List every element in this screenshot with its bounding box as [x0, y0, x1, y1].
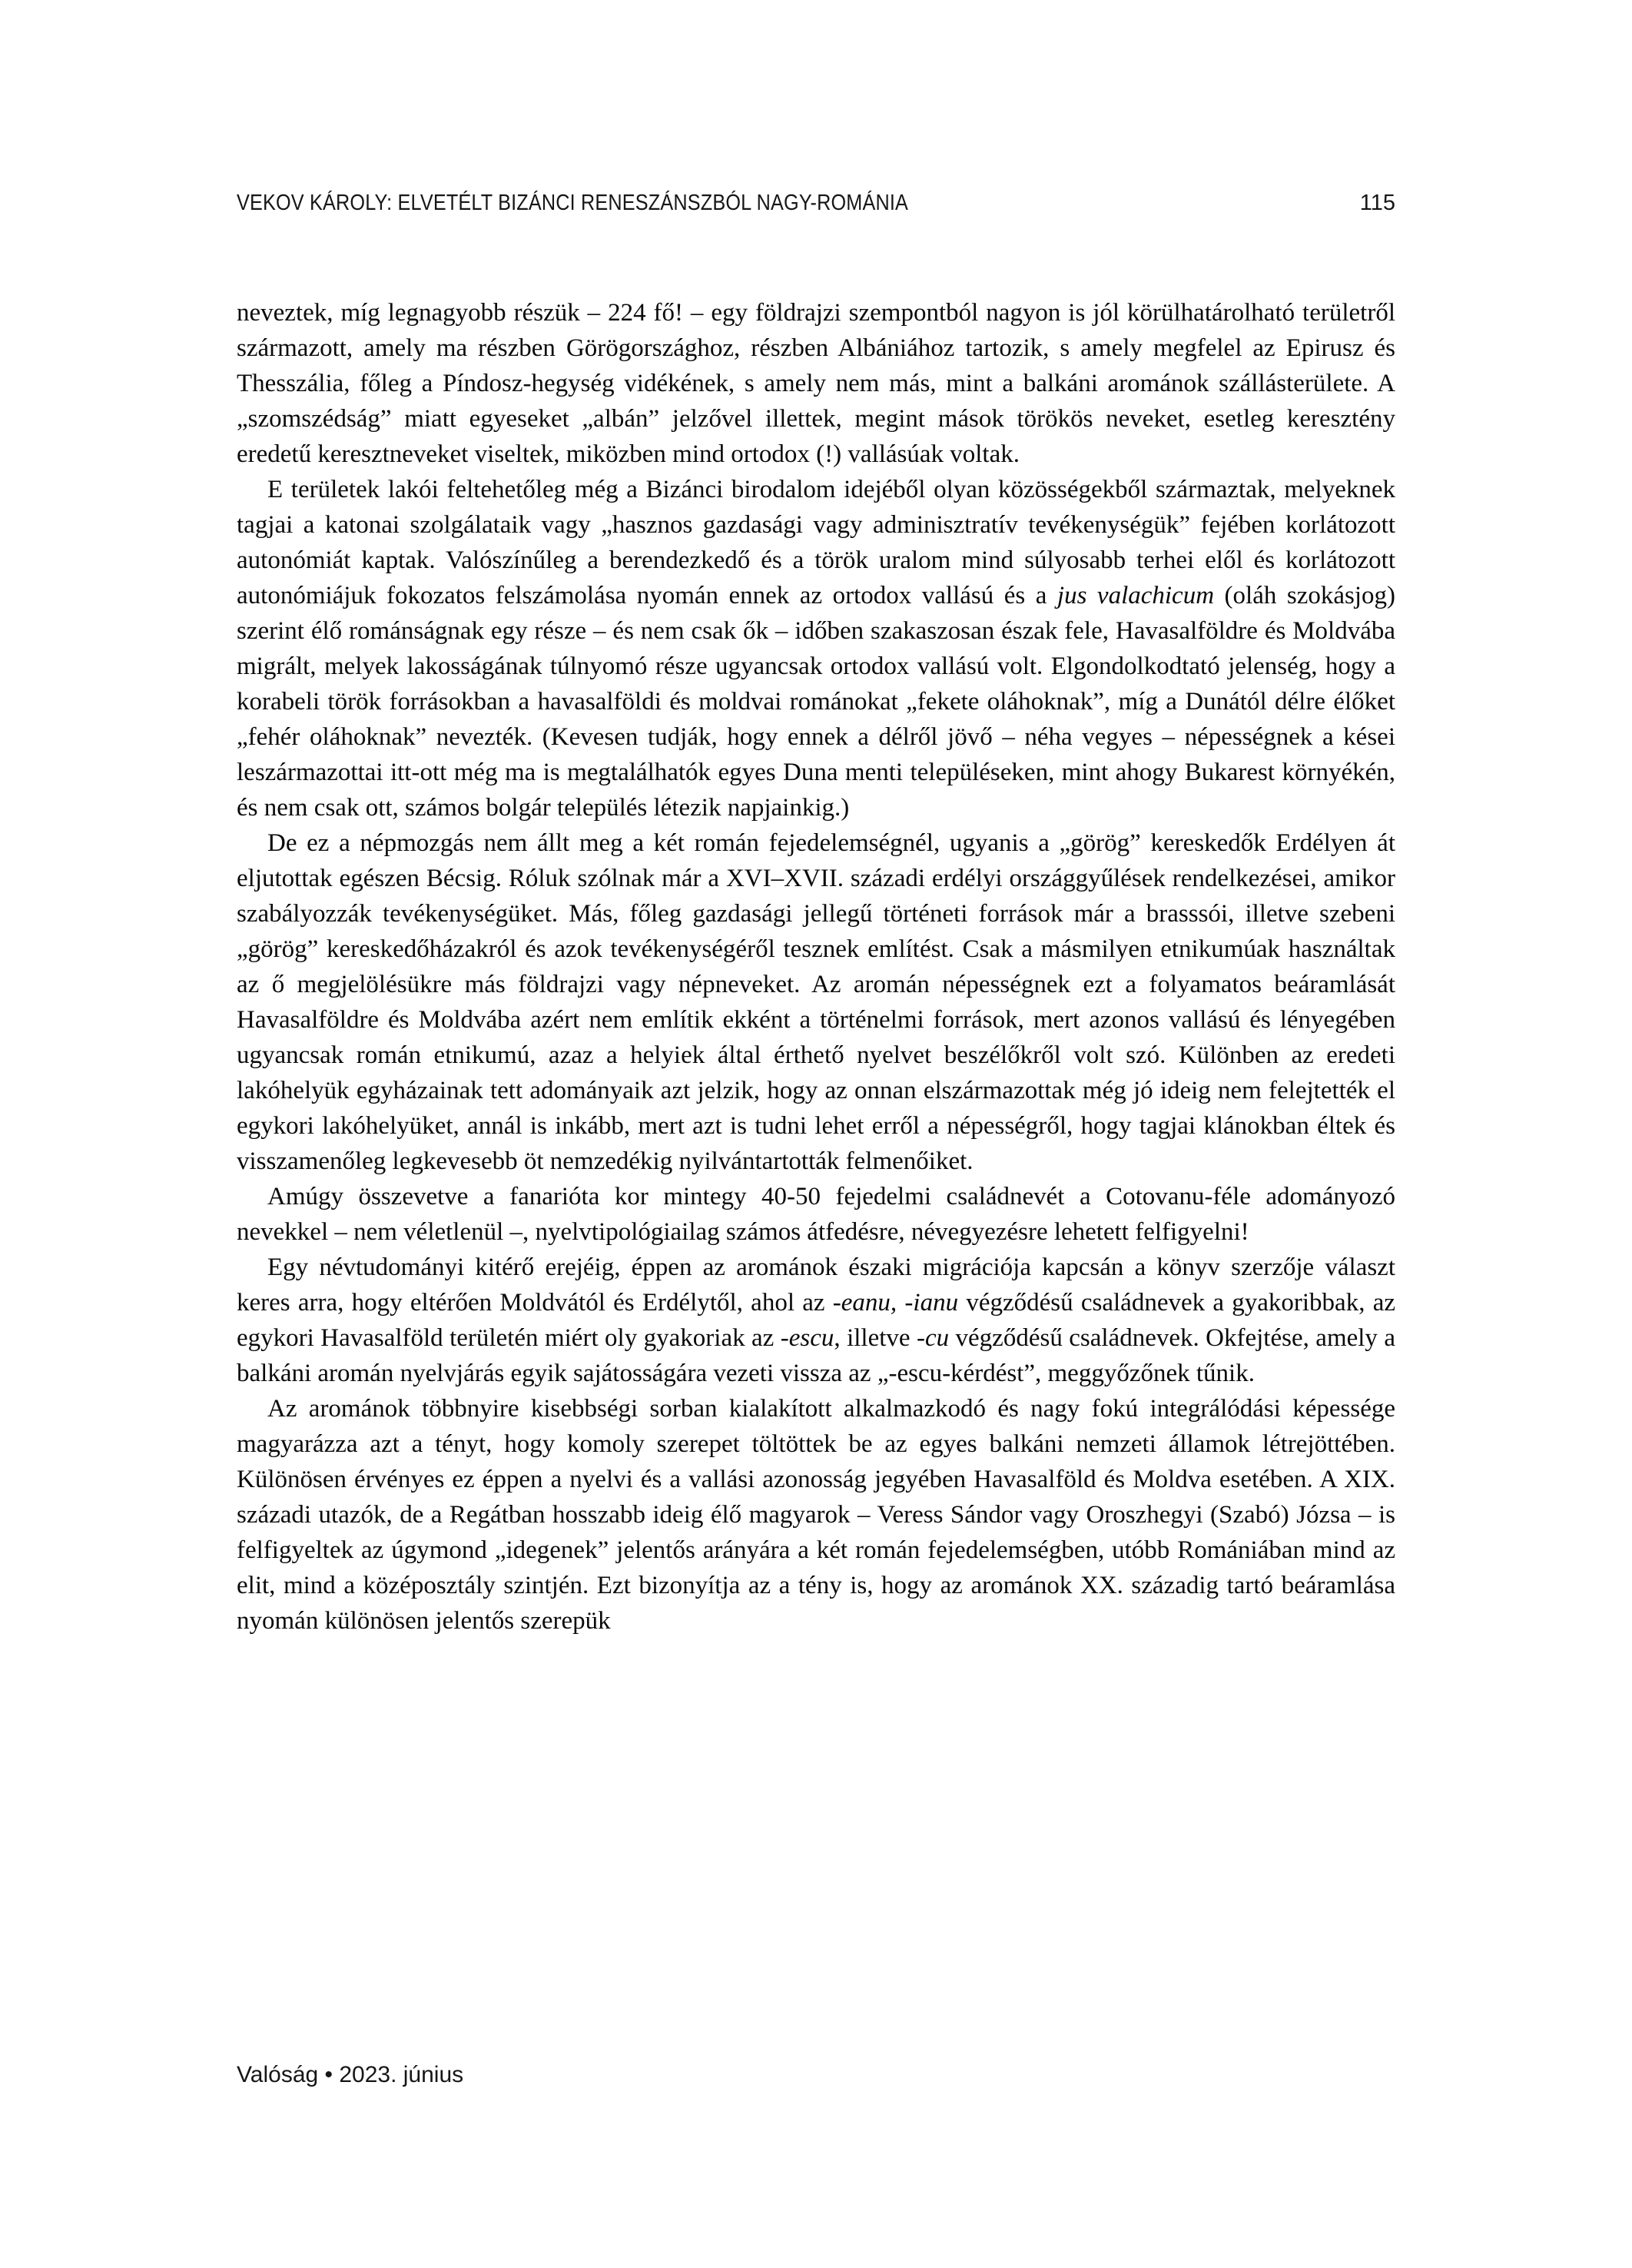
italic-run: -cu [916, 1324, 950, 1352]
paragraph [237, 1179, 1395, 1250]
paragraph [237, 1250, 1395, 1391]
footer-journal-line: Valóság • 2023. június [237, 2062, 464, 2087]
page-number: 115 [1359, 191, 1395, 215]
text-run: végződésű családnevek a gyakoribbak, az egykori Havasalföld területén miért oly gyakoriak az [237, 1289, 1395, 1352]
page-header [237, 189, 1395, 217]
text-run: E területek lakói feltehetőleg még a Bizánci birodalom idejéből olyan közösségekből származtak, melyeknek tagjai a katonai szolgálataik vagy „hasznos gazdasági vagy adminisztratív tevékenységük” fejében korlátozott autonómiát kaptak. Valószínűleg a berendezkedő és a török uralom mind súlyosabb terhei elől és korlátozott autonómiájuk fokozatos felszámolása nyomán ennek az ortodox vallású és a [237, 476, 1395, 609]
paragraph [237, 472, 1395, 825]
text-run: , illetve [834, 1324, 917, 1352]
text-run [897, 1289, 904, 1317]
paragraph [237, 825, 1395, 1179]
italic-run: -eanu, [832, 1289, 897, 1317]
paragraph [237, 295, 1395, 472]
page-footer [237, 2061, 463, 2089]
italic-run: jus valachicum [1056, 582, 1215, 609]
italic-run: -ianu [904, 1289, 959, 1317]
italic-run: -escu [780, 1324, 834, 1352]
text-run: Egy névtudományi kitérő erejéig, éppen az arománok északi migrációja kapcsán a könyv szerzője választ keres arra, hogy eltérően Moldvától és Erdélytől, ahol az [237, 1254, 1395, 1317]
text-run: végződésű családnevek. Okfejtése, amely a balkáni aromán nyelvjárás egyik sajátosságára vezeti vissza az „-escu-kérdést”, meggyőzőnek tűnik. [237, 1324, 1395, 1387]
text-run: neveztek, míg legnagyobb részük – 224 fő! – egy földrajzi szempontból nagyon is jól körülhatárolható területről származott, amely ma részben Görögországhoz, részben Albániához tartozik, s amely megfelel az Epirusz és Thesszália, főleg a Píndosz-hegység vidékének, s amely nem más, mint a balkáni arománok szállásterülete. A „szomszédság” miatt egyeseket „albán” jelzővel illettek, megint mások törökös neveket, esetleg keresztény eredetű keresztneveket viseltek, miközben mind ortodox (!) vallásúak voltak. [237, 299, 1395, 468]
text-run: Az arománok többnyire kisebbségi sorban kialakított alkalmazkodó és nagy fokú integrálódási képessége magyarázza azt a tényt, hogy komoly szerepet töltöttek be az egyes balkáni nemzeti államok létrejöttében. Különösen érvényes ez éppen a nyelvi és a vallási azonosság jegyében Havasalföld és Moldva esetében. A XIX. századi utazók, de a Regátban hosszabb ideig élő magyarok – Veress Sándor vagy Oroszhegyi (Szabó) Józsa – is felfigyeltek az úgymond „idegenek” jelentős arányára a két román fejedelemségben, utóbb Romániában mind az elit, mind a középosztály szintjén. Ezt bizonyítja az a tény is, hogy az arománok XX. századig tartó beáramlása nyomán különösen jelentős szerepük [237, 1395, 1395, 1635]
text-run: De ez a népmozgás nem állt meg a két román fejedelemségnél, ugyanis a „görög” kereskedők Erdélyen át eljutottak egészen Bécsig. Róluk szólnak már a XVI–XVII. századi erdélyi országgyűlések rendelkezései, amikor szabályozzák tevékenységüket. Más, főleg gazdasági jellegű történeti források már a brasssói, illetve szebeni „görög” kereskedőházakról és azok tevékenységéről tesznek említést. Csak a másmilyen etnikumúak használtak az ő megjelölésükre más földrajzi vagy népneveket. Az aromán népességnek ezt a folyamatos beáramlását Havasalföldre és Moldvába azért nem említik ekként a történelmi források, mert azonos vallású és lényegében ugyancsak román etnikumú, azaz a helyiek által érthető nyelvet beszélőkről volt szó. Különben az eredeti lakóhelyük egyházainak tett adományaik azt jelzik, hogy az onnan elszármazottak még jó ideig nem felejtették el egykori lakóhelyüket, annál is inkább, mert azt is tudni lehet erről a népességről, hogy tagjai klánokban éltek és visszamenőleg legkevesebb öt nemzedékig nyilvántartották felmenőiket. [237, 829, 1395, 1175]
text-run: Amúgy összevetve a fanarióta kor mintegy 40-50 fejedelmi családnevét a Cotovanu-féle adományozó nevekkel – nem véletlenül –, nyelvtipológiailag számos átfedésre, névegyezésre lehetett felfigyelni! [237, 1183, 1395, 1246]
running-title: VEKOV KÁROLY: ELVETÉLT BIZÁNCI RENESZÁNSZBÓL NAGY-ROMÁNIA [237, 191, 909, 215]
body-text [237, 295, 1395, 1639]
paragraph [237, 1391, 1395, 1639]
text-run: (oláh szokásjog) szerint élő románságnak egy része – és nem csak ők – időben szakaszosan észak fele, Havasalföldre és Moldvába migrált, melyek lakosságának túlnyomó része ugyancsak ortodox vallású volt. Elgondolkodtató jelenség, hogy a korabeli török forrásokban a havasalföldi és moldvai románokat „fekete oláhoknak”, míg a Dunától délre élőket „fehér oláhoknak” nevezték. (Kevesen tudják, hogy ennek a délről jövő – néha vegyes – népességnek a kései leszármazottai itt-ott még ma is megtalálhatók egyes Duna menti településeken, mint ahogy Bukarest környékén, és nem csak ott, számos bolgár település létezik napjainkig.) [237, 582, 1395, 822]
